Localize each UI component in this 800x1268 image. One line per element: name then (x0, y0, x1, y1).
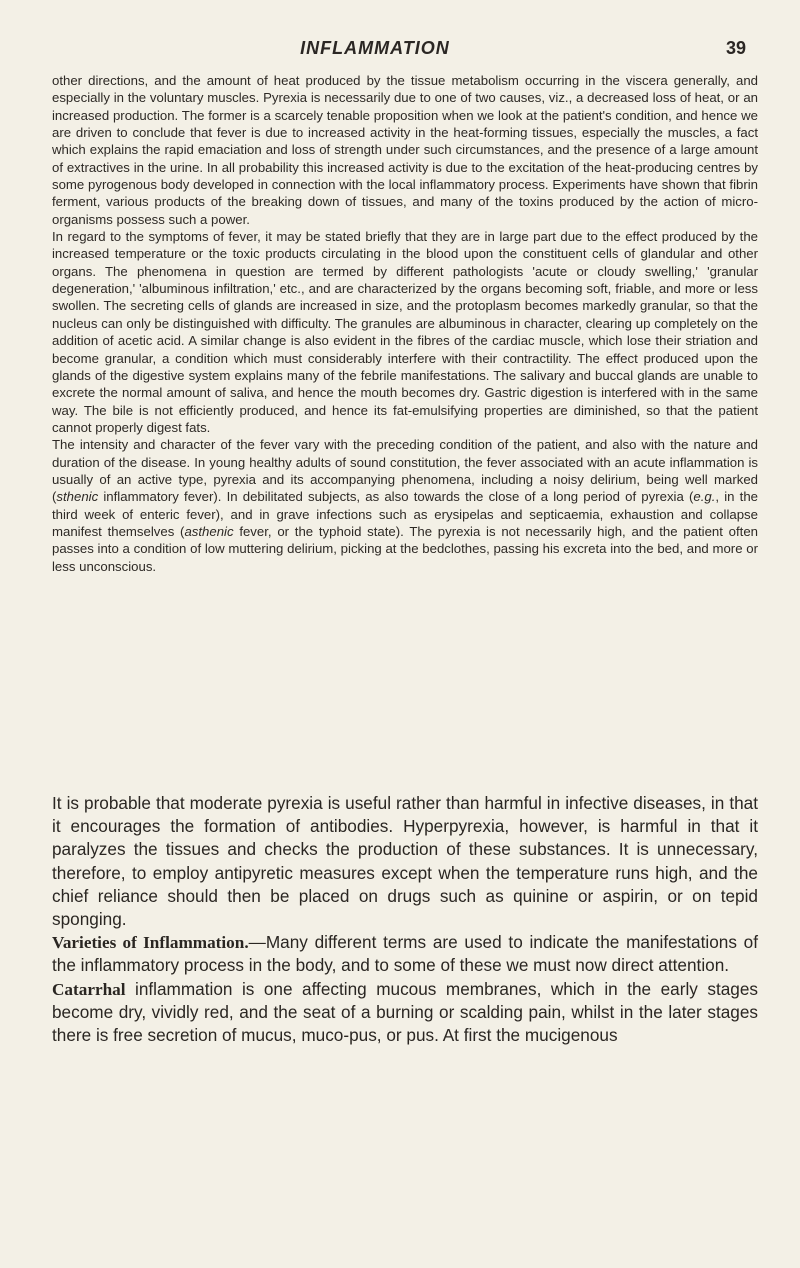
italic-term-asthenic: asthenic (184, 523, 234, 539)
section-heading-varieties: Varieties of Inflammation. (52, 933, 249, 953)
paragraph-text: —Many different terms are used to indicate the manifestations of the inflammatory process in the body, and to some of these we must now direct attention. (52, 932, 758, 976)
italic-term-sthenic: sthenic (56, 489, 99, 505)
paragraph-pyrexia-causes (52, 72, 758, 228)
paragraph-text: It is probable that moderate pyrexia is useful rather than harmful in infective diseases, in that it encourages the formation of antibodies. Hyperpyrexia, however, is harmful in that it paralyzes the tissues and checks the production of these substances. It is unnecessary, therefore, to employ antipyretic measures except when the temperature runs high, and the chief reliance should then be placed on drugs such as quinine or aspirin, or on tepid sponging. (52, 793, 758, 930)
running-head-title: INFLAMMATION (300, 38, 450, 58)
small-print-section (52, 72, 758, 575)
paragraph-text: fever, or the typhoid state). The pyrexia is not necessarily high, and the patient often passes into a condition of low muttering delirium, picking at the bedclothes, passing his excreta into the bed, and more or less unconscious. (52, 523, 758, 574)
page-number: 39 (725, 38, 746, 58)
paragraph-text: In regard to the symptoms of fever, it may be stated briefly that they are in large part due to the effect produced by the increased temperature or the toxic products circulating in the blood upon the constituent cells of glandular and other organs. The phenomena in question are termed by different pathologists 'acute or cloudy swelling,' 'granular degeneration,' 'albuminous infiltration,' etc., and are characterized by the organs becoming soft, friable, and more or less swollen. The secreting cells of glands are increased in size, and the protoplasm becomes markedly granular, so that the nucleus can only be distinguished with difficulty. The granules are albuminous in character, clearing up completely on the addition of acetic acid. A similar change is also evident in the fibres of the cardiac muscle, which lose their striation and become granular, a condition which must considerably interfere with their contractility. The effect produced upon the glands of the digestive system explains many of the febrile manifestations. The salivary and buccal glands are unable to excrete the normal amount of saliva, and hence the mouth becomes dry. Gastric digestion is interfered with in the same way. The bile is not efficiently produced, and hence its fat-emulsifying properties are diminished, so that the patient cannot properly digest fats. (52, 229, 758, 435)
large-print-section (52, 792, 758, 1047)
italic-term-eg: e.g. (693, 489, 716, 505)
term-heading-catarrhal: Catarrhal (52, 979, 126, 999)
paragraph-fever-symptoms (52, 228, 758, 436)
paragraph-text: other directions, and the amount of heat produced by the tissue metabolism occurring in the viscera generally, and especially in the voluntary muscles. Pyrexia is necessarily due to one of two causes, viz., a decreased loss of heat, or an increased production. The former is a scarcely tenable proposition when we look at the patient's condition, and hence we are driven to conclude that fever is due to increased activity in the heat-forming tissues, especially the muscles, a fact which explains the rapid emaciation and loss of strength under such circumstances, and the presence of a large amount of extractives in the urine. In all probability this increased activity is due to the excitation of the heat-producing centres by some pyrogenous body developed in connection with the local inflammatory process. Experiments have shown that fibrin ferment, various products of the breaking down of tissues, and many of the toxins produced by the action of micro-organisms possess such a power. (52, 73, 758, 227)
paragraph-text: inflammatory fever). In debilitated subjects, as also towards the close of a long period of pyrexia ( (98, 489, 694, 505)
paragraph-text: The intensity and character of the fever vary with the preceding condition of the patient, and also with the nature and duration of the disease. In young healthy adults of sound constitution, the fever associated with an acute inflammation is usually of an active type, pyrexia and its accompanying phenomena, including a noisy delirium, being well marked ( (52, 437, 758, 505)
paragraph-catarrhal-inflammation (52, 978, 758, 1048)
paragraph-varieties-of-inflammation (52, 931, 758, 977)
paragraph-text: inflammation is one affecting mucous membranes, which in the early stages become dry, vividly red, and the seat of a burning or scalding pain, whilst in the later stages there is free secretion of mucus, muco-pus, or pus. At first the mucigenous (52, 978, 758, 1046)
paragraph-fever-intensity (52, 436, 758, 575)
paragraph-text: , in the third week of enteric fever), and in grave infections such as erysipelas and septicaemia, exhaustion and collapse manifest themselves ( (52, 489, 758, 539)
paragraph-moderate-pyrexia (52, 792, 758, 931)
